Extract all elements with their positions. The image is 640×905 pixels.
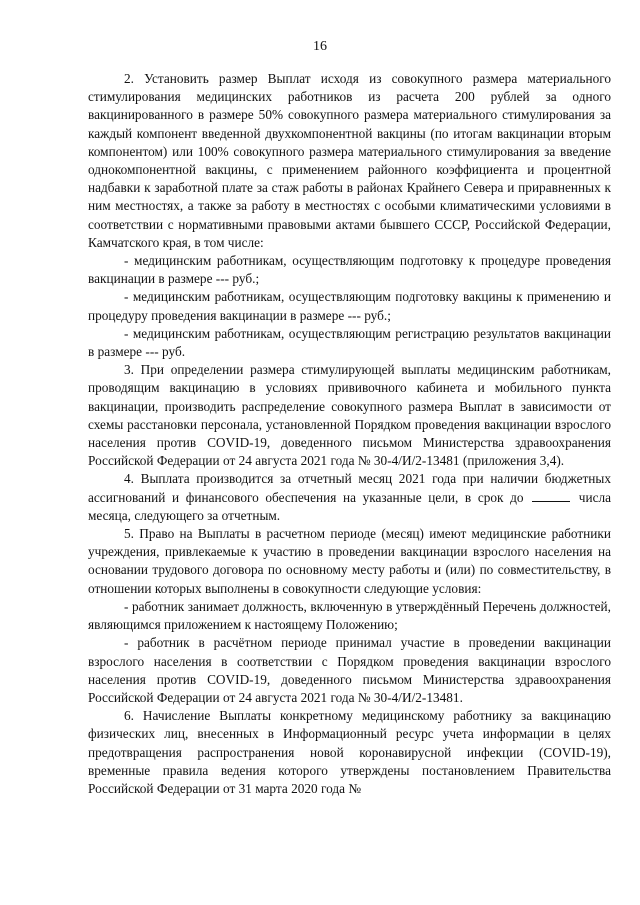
day-blank-field <box>532 489 570 502</box>
paragraph-4-text-start: 4. Выплата производится за отчетный месяц 2021 года при наличии бюджетных ассигнований и финансового обеспечения на указанные цели, в срок до <box>88 471 611 505</box>
paragraph-5: 5. Право на Выплаты в расчетном периоде (месяц) имеют медицинские работники учреждения, привлекаемые к участию в проведении вакцинации взрослого населения на основании трудового договора по основному месту работы и (или) по совместительству, в отношении которых выполнены в совокупности следующие условия: <box>88 526 611 596</box>
paragraph-2: 2. Установить размер Выплат исходя из совокупного размера материального стимулирования медицинских работников из расчета 200 рублей за одного вакцинированного в размере 50% совокупного размера материального стимулирования за каждый компонент введенной двухкомпонентной вакцины (по итогам вакцинации вторым компонентом) или 100% совокупного размера материального стимулирования за введение однокомпонентной вакцины, с применением районного коэффициента и процентной надбавки к заработной плате за стаж работы в районах Крайнего Севера и приравненных к ним местностях, а также за работу в местностях с особыми климатическими условиями в соответствии с нормативными правовыми актами бывшего СССР, Российской Федерации, Камчатского края, в том числе: <box>88 71 611 250</box>
list-item-participation-condition: - работник в расчётном периоде принимал участие в проведении вакцинации взрослого населения в соответствии с Порядком проведения вакцинации взрослого населения против COVID-19, доведенного письмом Министерства здравоохранения Российской Федерации от 24 августа 2021 года № 30-4/И/2-13481. <box>88 635 611 705</box>
list-item-registration: - медицинским работникам, осуществляющим регистрацию результатов вакцинации в размере --- руб. <box>88 325 611 360</box>
list-item-vaccine-preparation: - медицинским работникам, осуществляющим подготовку вакцины к применению и процедуру проведения вакцинации в размере --- руб.; <box>88 289 611 323</box>
document-body <box>88 70 611 798</box>
paragraph-6: 6. Начисление Выплаты конкретному медицинскому работнику за вакцинацию физических лиц, внесенных в Информационный ресурс учета информации в целях предотвращения распространения новой коронавирусной инфекции (COVID-19), временные правила ведения которого утверждены постановлением Правительства Российской Федерации от 31 марта 2020 года № <box>88 708 611 796</box>
list-item-position-condition: - работник занимает должность, включенную в утверждённый Перечень должностей, являющимся приложением к настоящему Положению; <box>88 598 611 633</box>
paragraph-3: 3. При определении размера стимулирующей выплаты медицинским работникам, проводящим вакцинацию в условиях прививочного кабинета и мобильного пункта вакцинации, производить распределение совокупного размера Выплат в зависимости от схемы расстановки персонала, установленной Порядком проведения вакцинации взрослого населения против COVID-19, доведенного письмом Министерства здравоохранения Российской Федерации от 24 августа 2021 года № 30-4/И/2-13481 (приложения 3,4). <box>88 362 611 469</box>
list-item-preparation: - медицинским работникам, осуществляющим подготовку к процедуре проведения вакцинации в размере --- руб.; <box>88 253 611 287</box>
paragraph-4-text-end: числа месяца, следующего за отчетным. <box>88 489 612 523</box>
paragraph-4 <box>88 470 611 525</box>
page-number: 16 <box>313 39 327 54</box>
